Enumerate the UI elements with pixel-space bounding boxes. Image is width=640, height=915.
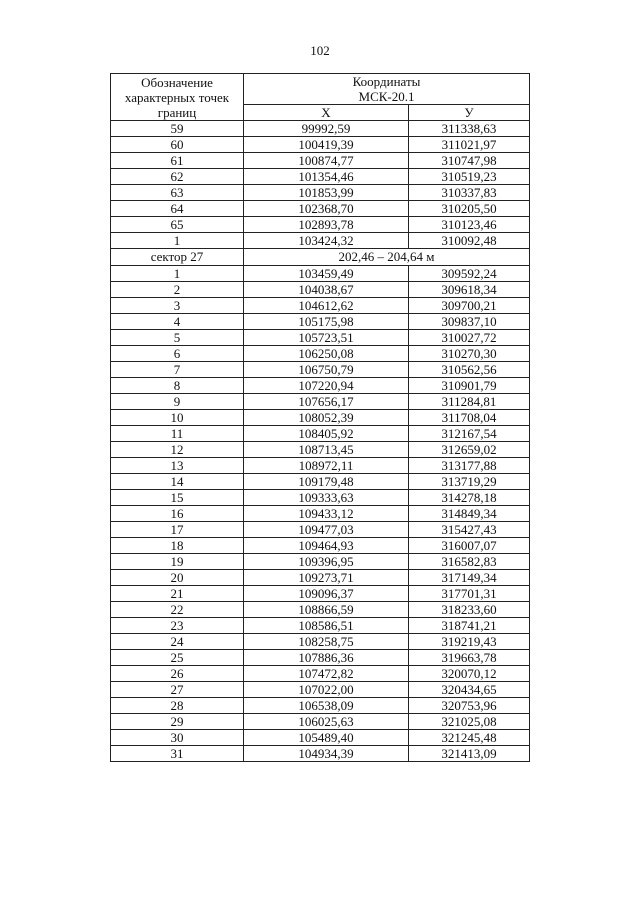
table-row: [111, 618, 530, 634]
table-row: [111, 522, 530, 538]
point-cell: 24: [111, 634, 244, 650]
point-cell: 2: [111, 282, 244, 298]
x-cell: 106750,79: [244, 362, 409, 378]
x-cell: 107472,82: [244, 666, 409, 682]
y-cell: 312167,54: [409, 426, 530, 442]
table-row: [111, 201, 530, 217]
table-row: [111, 346, 530, 362]
table-row: [111, 217, 530, 233]
table-row: [111, 554, 530, 570]
point-cell: 6: [111, 346, 244, 362]
y-cell: 314849,34: [409, 506, 530, 522]
point-cell: 23: [111, 618, 244, 634]
y-cell: 313177,88: [409, 458, 530, 474]
x-cell: 109273,71: [244, 570, 409, 586]
point-cell: 22: [111, 602, 244, 618]
table-row: [111, 121, 530, 137]
y-cell: 313719,29: [409, 474, 530, 490]
y-cell: 315427,43: [409, 522, 530, 538]
y-cell: 310562,56: [409, 362, 530, 378]
x-cell: 103459,49: [244, 266, 409, 282]
y-cell: 310901,79: [409, 378, 530, 394]
y-cell: 309618,34: [409, 282, 530, 298]
y-cell: 314278,18: [409, 490, 530, 506]
y-cell: 318233,60: [409, 602, 530, 618]
y-cell: 311284,81: [409, 394, 530, 410]
point-cell: 62: [111, 169, 244, 185]
y-cell: 310123,46: [409, 217, 530, 233]
x-cell: 107886,36: [244, 650, 409, 666]
table-row: [111, 137, 530, 153]
y-cell: 310205,50: [409, 201, 530, 217]
sector-row: [111, 249, 530, 266]
x-cell: 105723,51: [244, 330, 409, 346]
point-cell: 30: [111, 730, 244, 746]
table-row: [111, 298, 530, 314]
y-cell: 320070,12: [409, 666, 530, 682]
y-cell: 310337,83: [409, 185, 530, 201]
table-row: [111, 490, 530, 506]
sector-label: сектор 27: [111, 249, 244, 266]
x-cell: 108405,92: [244, 426, 409, 442]
x-cell: 102368,70: [244, 201, 409, 217]
x-cell: 107022,00: [244, 682, 409, 698]
point-cell: 25: [111, 650, 244, 666]
x-cell: 109179,48: [244, 474, 409, 490]
y-cell: 317149,34: [409, 570, 530, 586]
x-cell: 104934,39: [244, 746, 409, 762]
y-cell: 311021,97: [409, 137, 530, 153]
table-body-bottom: [111, 266, 530, 762]
table-row: [111, 474, 530, 490]
point-cell: 16: [111, 506, 244, 522]
sector-range: 202,46 – 204,64 м: [244, 249, 530, 266]
x-cell: 108258,75: [244, 634, 409, 650]
table-row: [111, 266, 530, 282]
table-row: [111, 410, 530, 426]
point-cell: 31: [111, 746, 244, 762]
point-cell: 13: [111, 458, 244, 474]
point-cell: 21: [111, 586, 244, 602]
point-cell: 59: [111, 121, 244, 137]
x-cell: 109096,37: [244, 586, 409, 602]
x-cell: 108713,45: [244, 442, 409, 458]
x-cell: 101354,46: [244, 169, 409, 185]
point-cell: 61: [111, 153, 244, 169]
point-cell: 28: [111, 698, 244, 714]
x-cell: 107220,94: [244, 378, 409, 394]
y-cell: 318741,21: [409, 618, 530, 634]
table-row: [111, 442, 530, 458]
table-row: [111, 185, 530, 201]
point-cell: 60: [111, 137, 244, 153]
point-cell: 64: [111, 201, 244, 217]
x-cell: 108866,59: [244, 602, 409, 618]
point-cell: 1: [111, 233, 244, 249]
point-cell: 63: [111, 185, 244, 201]
x-cell: 105175,98: [244, 314, 409, 330]
sector-section: [111, 249, 530, 266]
point-cell: 12: [111, 442, 244, 458]
x-cell: 107656,17: [244, 394, 409, 410]
point-cell: 18: [111, 538, 244, 554]
x-cell: 106025,63: [244, 714, 409, 730]
x-cell: 109333,63: [244, 490, 409, 506]
table-row: [111, 394, 530, 410]
x-column-header: X: [244, 105, 409, 121]
point-cell: 20: [111, 570, 244, 586]
table-row: [111, 666, 530, 682]
y-cell: 311338,63: [409, 121, 530, 137]
table-row: [111, 458, 530, 474]
y-cell: 321025,08: [409, 714, 530, 730]
table-row: [111, 746, 530, 762]
table-row: [111, 169, 530, 185]
y-cell: 316007,07: [409, 538, 530, 554]
point-cell: 15: [111, 490, 244, 506]
point-cell: 1: [111, 266, 244, 282]
point-cell: 8: [111, 378, 244, 394]
y-cell: 309592,24: [409, 266, 530, 282]
point-cell: 11: [111, 426, 244, 442]
x-cell: 99992,59: [244, 121, 409, 137]
table-row: [111, 570, 530, 586]
point-cell: 4: [111, 314, 244, 330]
point-cell: 26: [111, 666, 244, 682]
table-row: [111, 698, 530, 714]
y-cell: 320434,65: [409, 682, 530, 698]
point-cell: 29: [111, 714, 244, 730]
table-row: [111, 602, 530, 618]
point-cell: 9: [111, 394, 244, 410]
y-cell: 310092,48: [409, 233, 530, 249]
y-cell: 310519,23: [409, 169, 530, 185]
point-cell: 65: [111, 217, 244, 233]
x-cell: 104038,67: [244, 282, 409, 298]
x-cell: 104612,62: [244, 298, 409, 314]
table-row: [111, 714, 530, 730]
x-cell: 100419,39: [244, 137, 409, 153]
table-row: [111, 330, 530, 346]
table-row: [111, 378, 530, 394]
table-row: [111, 538, 530, 554]
x-cell: 106250,08: [244, 346, 409, 362]
x-cell: 108052,39: [244, 410, 409, 426]
table-row: [111, 233, 530, 249]
point-cell: 17: [111, 522, 244, 538]
table-row: [111, 426, 530, 442]
y-cell: 312659,02: [409, 442, 530, 458]
y-cell: 310747,98: [409, 153, 530, 169]
point-cell: 14: [111, 474, 244, 490]
y-cell: 310270,30: [409, 346, 530, 362]
table-row: [111, 682, 530, 698]
x-cell: 102893,78: [244, 217, 409, 233]
y-cell: 320753,96: [409, 698, 530, 714]
x-cell: 109464,93: [244, 538, 409, 554]
y-cell: 319663,78: [409, 650, 530, 666]
point-cell: 19: [111, 554, 244, 570]
table-row: [111, 730, 530, 746]
x-cell: 100874,77: [244, 153, 409, 169]
page-number: 102: [310, 43, 330, 58]
x-cell: 103424,32: [244, 233, 409, 249]
x-cell: 108586,51: [244, 618, 409, 634]
table-row: [111, 634, 530, 650]
table-header: [111, 74, 530, 121]
y-cell: 309837,10: [409, 314, 530, 330]
point-cell: 10: [111, 410, 244, 426]
table-row: [111, 650, 530, 666]
x-cell: 109396,95: [244, 554, 409, 570]
y-cell: 311708,04: [409, 410, 530, 426]
table-row: [111, 282, 530, 298]
y-cell: 310027,72: [409, 330, 530, 346]
point-cell: 3: [111, 298, 244, 314]
point-designation-header: Обозначение характерных точек границ: [111, 74, 244, 121]
x-cell: 109433,12: [244, 506, 409, 522]
y-cell: 309700,21: [409, 298, 530, 314]
table-row: [111, 314, 530, 330]
y-column-header: У: [409, 105, 530, 121]
y-cell: 321413,09: [409, 746, 530, 762]
point-cell: 27: [111, 682, 244, 698]
y-cell: 319219,43: [409, 634, 530, 650]
x-cell: 105489,40: [244, 730, 409, 746]
x-cell: 108972,11: [244, 458, 409, 474]
table-body-top: [111, 121, 530, 249]
y-cell: 316582,83: [409, 554, 530, 570]
coordinates-table: [110, 73, 530, 762]
x-cell: 109477,03: [244, 522, 409, 538]
x-cell: 106538,09: [244, 698, 409, 714]
x-cell: 101853,99: [244, 185, 409, 201]
y-cell: 321245,48: [409, 730, 530, 746]
point-cell: 5: [111, 330, 244, 346]
point-cell: 7: [111, 362, 244, 378]
coordinates-header: Координаты МСК-20.1: [244, 74, 530, 105]
table-row: [111, 506, 530, 522]
y-cell: 317701,31: [409, 586, 530, 602]
table-row: [111, 153, 530, 169]
table-row: [111, 362, 530, 378]
table-row: [111, 586, 530, 602]
